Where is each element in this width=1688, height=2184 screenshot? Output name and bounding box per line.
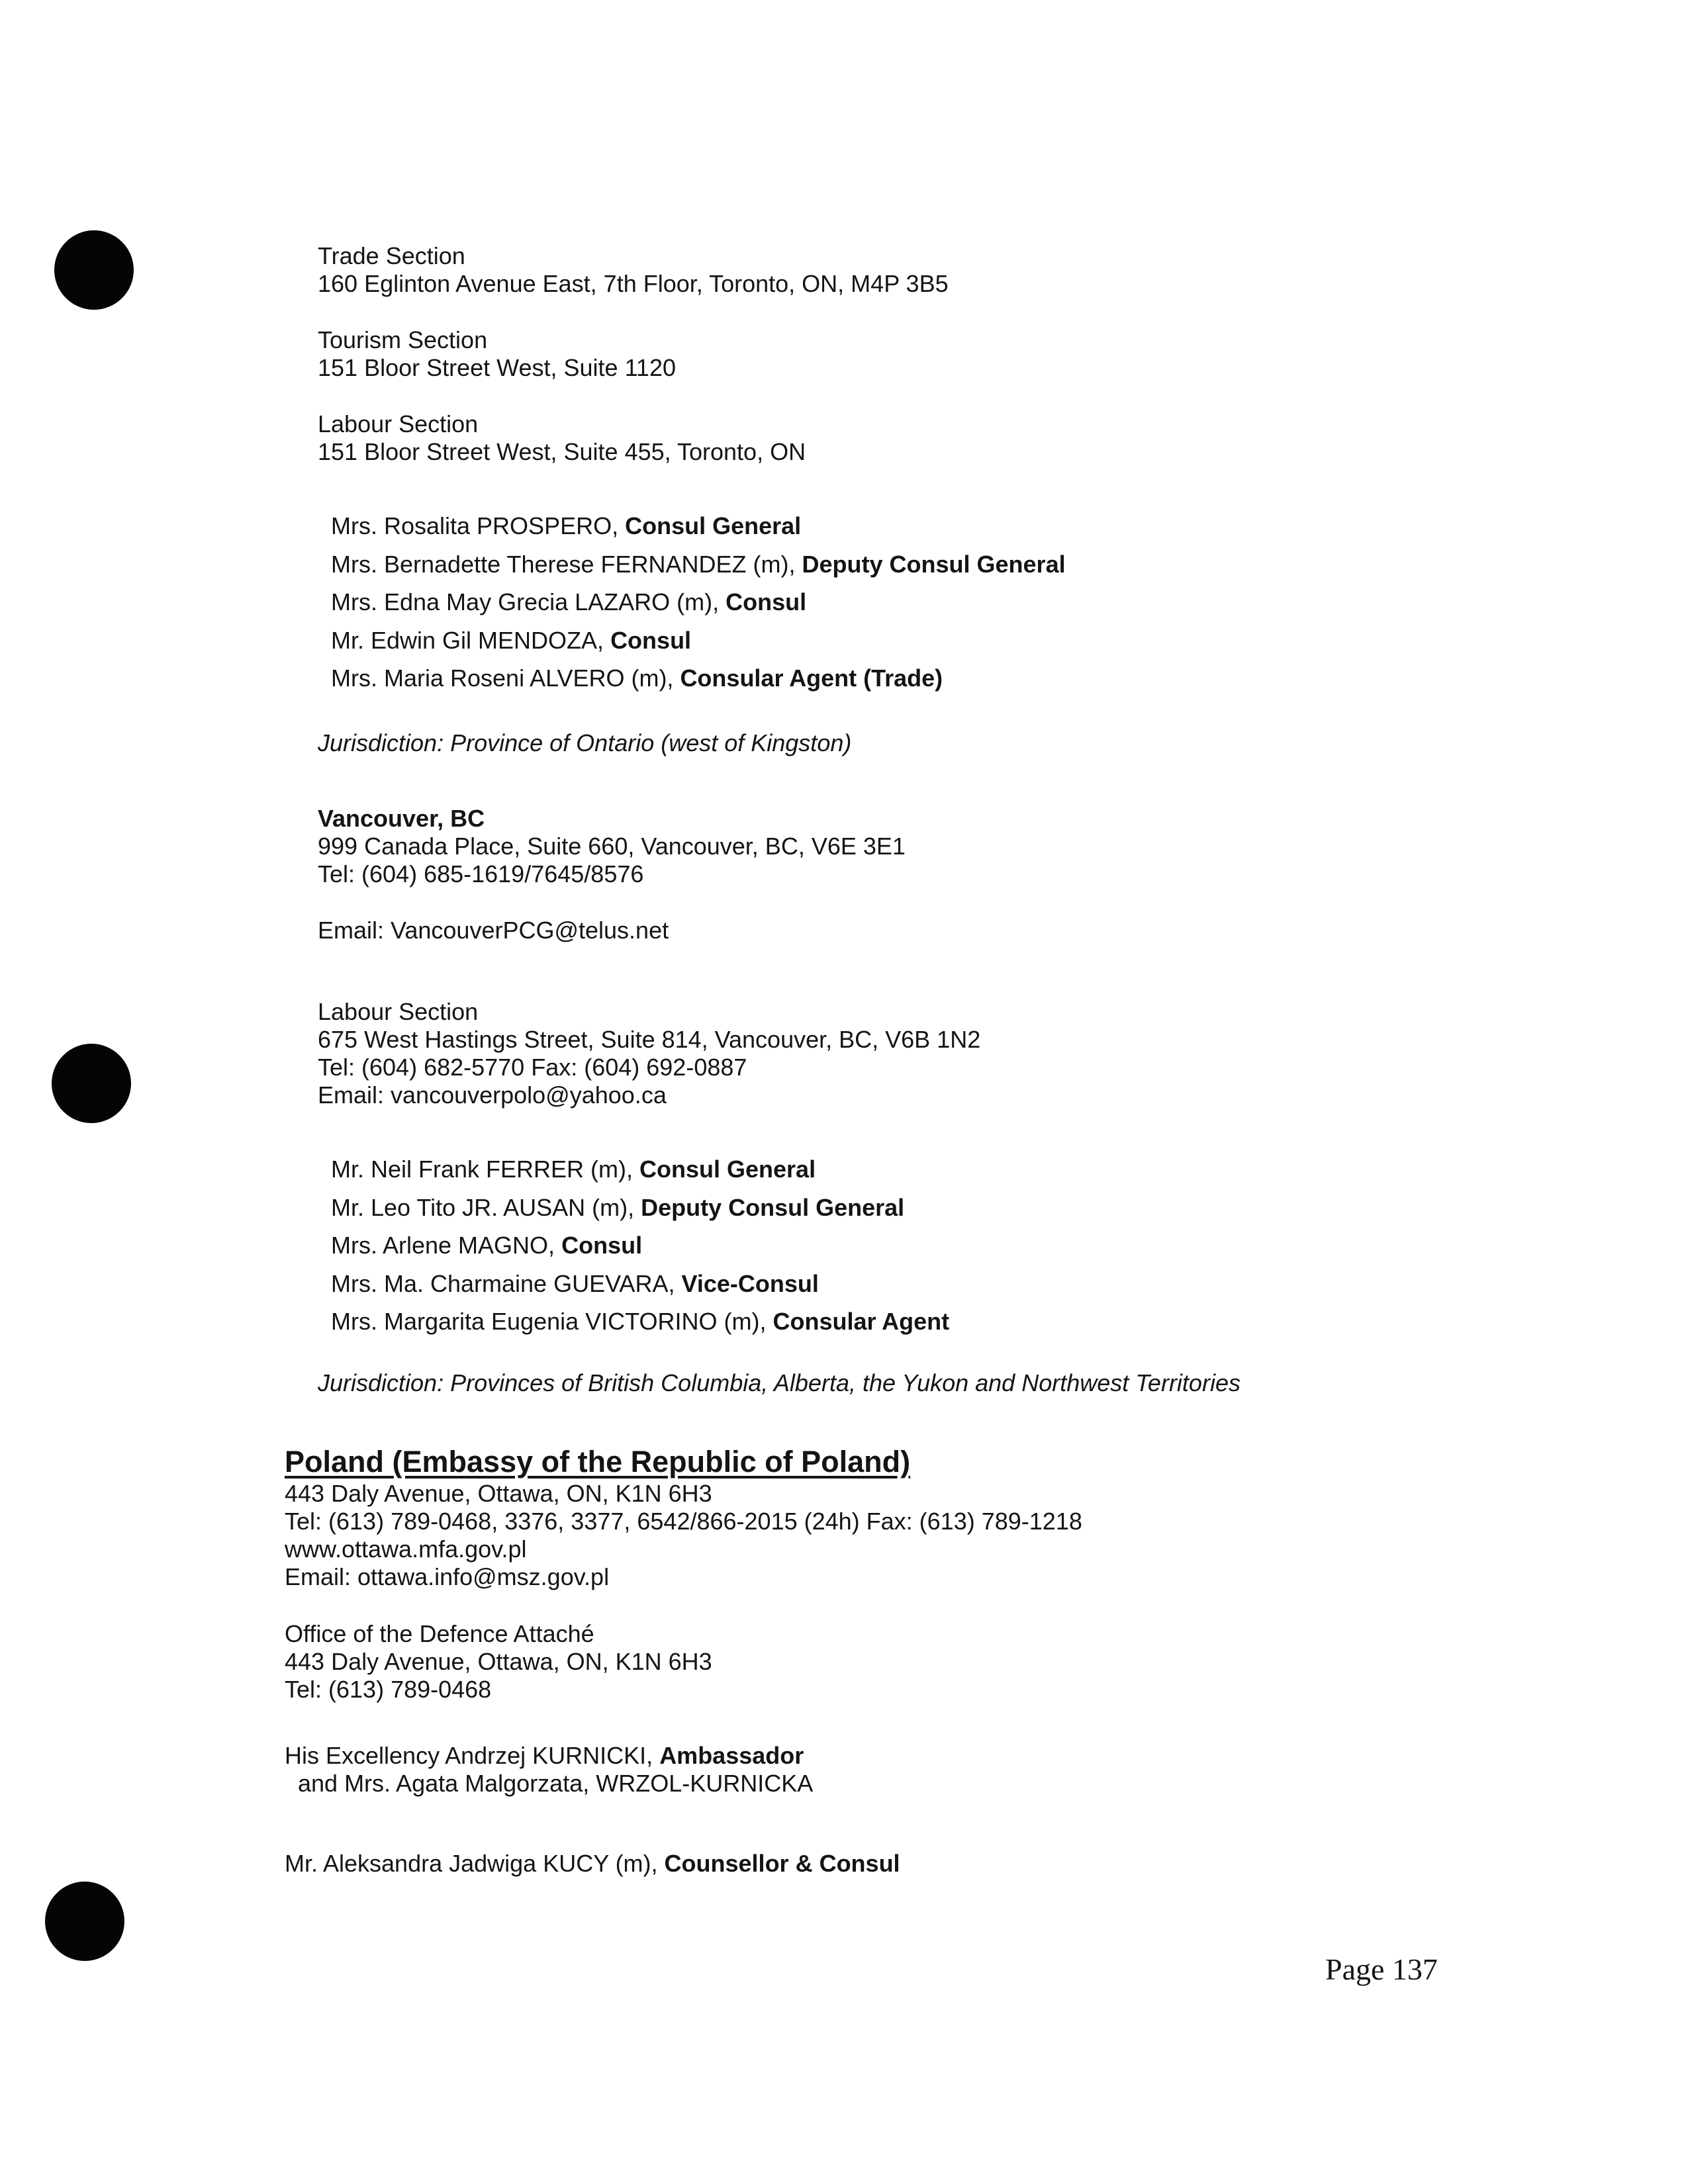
section-title: Trade Section — [318, 242, 465, 269]
vancouver-jurisdiction: Jurisdiction: Provinces of British Columbia, Alberta, the Yukon and Northwest Territories — [318, 1369, 1241, 1396]
address: 443 Daly Avenue, Ottawa, ON, K1N 6H3 — [285, 1480, 712, 1507]
staff-row: Mrs. Margarita Eugenia VICTORINO (m), Consular Agent — [331, 1308, 950, 1335]
ambassador-entry — [285, 1742, 813, 1797]
telephone: Tel: (604) 685-1619/7645/8576 — [318, 860, 644, 887]
section-title: Labour Section — [318, 998, 479, 1025]
punch-hole-bottom — [45, 1882, 124, 1961]
email: Email: ottawa.info@msz.gov.pl — [285, 1563, 610, 1590]
defence-attache-office — [285, 1620, 712, 1704]
punch-hole-middle — [52, 1044, 131, 1123]
staff-row: Mr. Leo Tito JR. AUSAN (m), Deputy Consul General — [331, 1193, 905, 1221]
staff-row: Mrs. Edna May Grecia LAZARO (m), Consul — [331, 588, 807, 615]
city-name: Vancouver, BC — [318, 805, 485, 832]
labour-section-vancouver — [318, 998, 980, 1109]
toronto-jurisdiction: Jurisdiction: Province of Ontario (west of Kingston) — [318, 729, 852, 756]
counsellor-entry: Mr. Aleksandra Jadwiga KUCY (m), Counsellor & Consul — [285, 1850, 900, 1877]
trade-section — [318, 242, 949, 298]
staff-row: Mrs. Arlene MAGNO, Consul — [331, 1232, 643, 1259]
address: 999 Canada Place, Suite 660, Vancouver, BC, V6E 3E1 — [318, 833, 906, 860]
address: 443 Daly Avenue, Ottawa, ON, K1N 6H3 — [285, 1648, 712, 1675]
ambassador-name: His Excellency Andrzej KURNICKI, Ambassador — [285, 1742, 804, 1769]
telephone: Tel: (613) 789-0468, 3376, 3377, 6542/866-2015 (24h) Fax: (613) 789-1218 — [285, 1508, 1082, 1535]
poland-embassy-contact — [285, 1480, 1082, 1591]
staff-row: Mrs. Ma. Charmaine GUEVARA, Vice-Consul — [331, 1269, 819, 1297]
tourism-section — [318, 326, 676, 382]
section-address: 675 West Hastings Street, Suite 814, Vancouver, BC, V6B 1N2 — [318, 1026, 981, 1053]
section-title: Labour Section — [318, 410, 479, 437]
vancouver-consulate — [318, 805, 906, 888]
poland-heading: Poland (Embassy of the Republic of Poland) — [285, 1445, 911, 1479]
section-address: 151 Bloor Street West, Suite 1120 — [318, 354, 676, 381]
website: www.ottawa.mfa.gov.pl — [285, 1535, 527, 1563]
staff-row: Mr. Neil Frank FERRER (m), Consul General — [331, 1156, 816, 1183]
telephone: Tel: (604) 682-5770 Fax: (604) 692-0887 — [318, 1054, 747, 1081]
section-title: Tourism Section — [318, 326, 488, 353]
staff-row: Mr. Edwin Gil MENDOZA, Consul — [331, 626, 692, 654]
telephone: Tel: (613) 789-0468 — [285, 1676, 492, 1703]
email: Email: vancouverpolo@yahoo.ca — [318, 1081, 667, 1109]
section-address: 160 Eglinton Avenue East, 7th Floor, Toronto, ON, M4P 3B5 — [318, 270, 949, 297]
vancouver-email: Email: VancouverPCG@telus.net — [318, 917, 669, 944]
punch-hole-top — [54, 230, 134, 310]
ambassador-spouse: and Mrs. Agata Malgorzata, WRZOL-KURNICKA — [298, 1770, 814, 1797]
toronto-staff-list — [331, 507, 1066, 698]
page-number: Page 137 — [1325, 1952, 1438, 1986]
vancouver-staff-list — [331, 1150, 949, 1341]
staff-row: Mrs. Rosalita PROSPERO, Consul General — [331, 512, 802, 539]
staff-row: Mrs. Maria Roseni ALVERO (m), Consular Agent (Trade) — [331, 664, 943, 692]
staff-row: Mrs. Bernadette Therese FERNANDEZ (m), Deputy Consul General — [331, 550, 1066, 578]
section-address: 151 Bloor Street West, Suite 455, Toronto, ON — [318, 438, 806, 465]
section-title: Office of the Defence Attaché — [285, 1620, 594, 1647]
labour-section-toronto — [318, 410, 806, 466]
